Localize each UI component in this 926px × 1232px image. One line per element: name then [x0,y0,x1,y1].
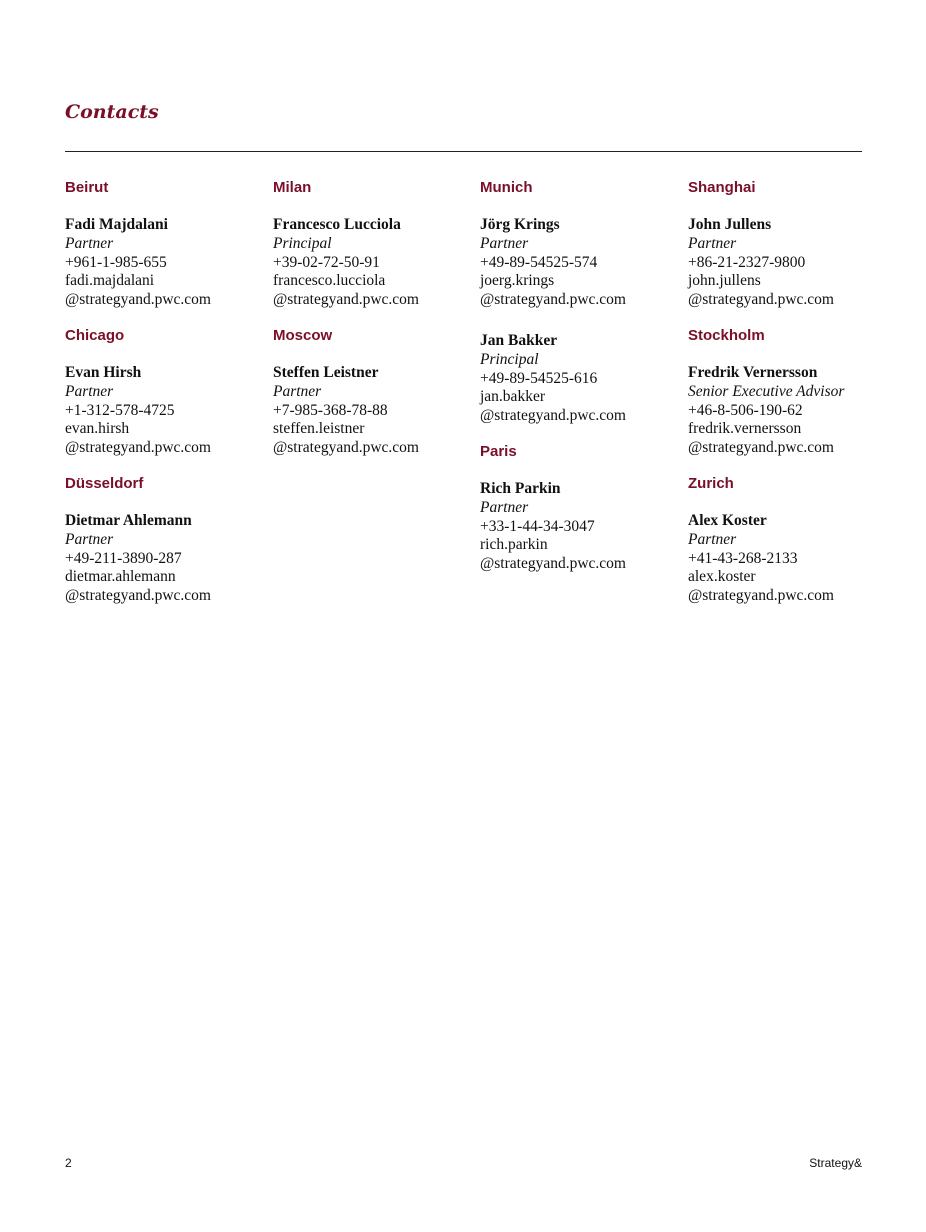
city-heading: Shanghai [688,179,756,196]
page-number: 2 [65,1156,72,1170]
contact-email-domain[interactable]: @strategyand.pwc.com [65,587,211,605]
page-title: Contacts [65,101,159,123]
contact-phone: +49-89-54525-574 [480,253,598,271]
contact-email-domain[interactable]: @strategyand.pwc.com [688,587,834,605]
contact-card [688,216,888,310]
city-section [480,178,680,426]
contact-card [273,216,473,310]
contact-card [273,364,473,458]
city-heading: Milan [273,179,312,196]
contact-title: Partner [65,530,114,548]
contact-name: Jörg Krings [480,216,560,233]
contact-phone: +46-8-506-190-62 [688,401,803,419]
contact-name: Jan Bakker [480,331,558,349]
contact-title: Principal [480,350,539,368]
contact-name: Fredrik Vernersson [688,363,818,381]
contact-card [65,512,265,606]
contact-email-domain[interactable]: @strategyand.pwc.com [480,555,626,573]
contact-email-user[interactable]: evan.hirsh [65,420,130,438]
contact-name: Dietmar Ahlemann [65,511,192,529]
contact-title: Senior Executive Advisor [688,382,845,400]
contact-name: Steffen Leistner [273,363,379,381]
title-divider [65,151,862,152]
contact-phone: +41-43-268-2133 [688,549,798,567]
contact-title: Partner [65,234,114,252]
contact-name: Evan Hirsh [65,363,142,381]
contact-title: Partner [480,498,529,516]
contact-column [480,178,680,590]
footer-brand: Strategy& [809,1156,862,1170]
contact-phone: +1-312-578-4725 [65,401,175,419]
city-section [688,326,888,458]
contact-email-user[interactable]: john.jullens [688,272,761,290]
contact-name: Fadi Majdalani [65,216,168,233]
contact-title: Partner [480,234,529,252]
contact-column [273,178,473,474]
contact-phone: +7-985-368-78-88 [273,401,388,419]
city-heading: Beirut [65,179,109,196]
city-section [65,474,265,606]
contact-email-domain[interactable]: @strategyand.pwc.com [273,439,419,457]
contact-email-user[interactable]: francesco.lucciola [273,272,386,290]
city-heading: Düsseldorf [65,474,144,492]
city-heading: Paris [480,442,517,460]
contact-title: Partner [688,530,737,548]
city-heading: Moscow [273,326,333,344]
contact-phone: +39-02-72-50-91 [273,253,380,271]
city-section [65,326,265,458]
contact-phone: +49-211-3890-287 [65,549,182,567]
contact-email-user[interactable]: joerg.krings [480,272,555,290]
contact-email-domain[interactable]: @strategyand.pwc.com [688,439,834,457]
contact-email-domain[interactable]: @strategyand.pwc.com [480,407,626,425]
city-section [273,326,473,458]
contact-phone: +33-1-44-34-3047 [480,517,595,535]
contact-card [480,480,680,574]
contact-phone: +86-21-2327-9800 [688,253,806,271]
city-heading: Zurich [688,474,734,492]
contact-email-domain[interactable]: @strategyand.pwc.com [65,439,211,457]
contact-column [65,178,265,622]
contact-name: Alex Koster [688,511,767,529]
city-section [480,442,680,574]
contact-card [688,512,888,606]
contact-email-user[interactable]: jan.bakker [480,388,545,406]
city-section [688,178,888,310]
contact-email-user[interactable]: rich.parkin [480,536,548,554]
city-heading: Stockholm [688,326,765,344]
city-section [65,178,265,310]
city-section [688,474,888,606]
contact-name: Rich Parkin [480,479,561,497]
contact-email-user[interactable]: alex.koster [688,568,756,586]
contact-title: Partner [65,382,114,400]
city-section [273,178,473,310]
contact-email-domain[interactable]: @strategyand.pwc.com [65,291,211,309]
contact-email-domain[interactable]: @strategyand.pwc.com [688,291,834,309]
contact-email-domain[interactable]: @strategyand.pwc.com [480,291,626,309]
contact-email-domain[interactable]: @strategyand.pwc.com [273,291,419,309]
contact-card [65,216,265,310]
contact-email-user[interactable]: dietmar.ahlemann [65,568,176,586]
contact-email-user[interactable]: fadi.majdalani [65,272,155,290]
contact-phone: +961-1-985-655 [65,253,167,271]
city-heading: Chicago [65,326,125,344]
contact-card [480,216,680,310]
contact-name: John Jullens [688,216,772,233]
contact-title: Principal [273,234,332,252]
contact-title: Partner [688,234,737,252]
contact-card [480,332,680,426]
contact-card [65,364,265,458]
city-heading: Munich [480,179,533,196]
contact-column [688,178,888,622]
contact-title: Partner [273,382,322,400]
contact-phone: +49-89-54525-616 [480,369,598,387]
contact-card [688,364,888,458]
contact-name: Francesco Lucciola [273,216,401,233]
contact-email-user[interactable]: steffen.leistner [273,420,365,438]
contact-email-user[interactable]: fredrik.vernersson [688,420,802,438]
